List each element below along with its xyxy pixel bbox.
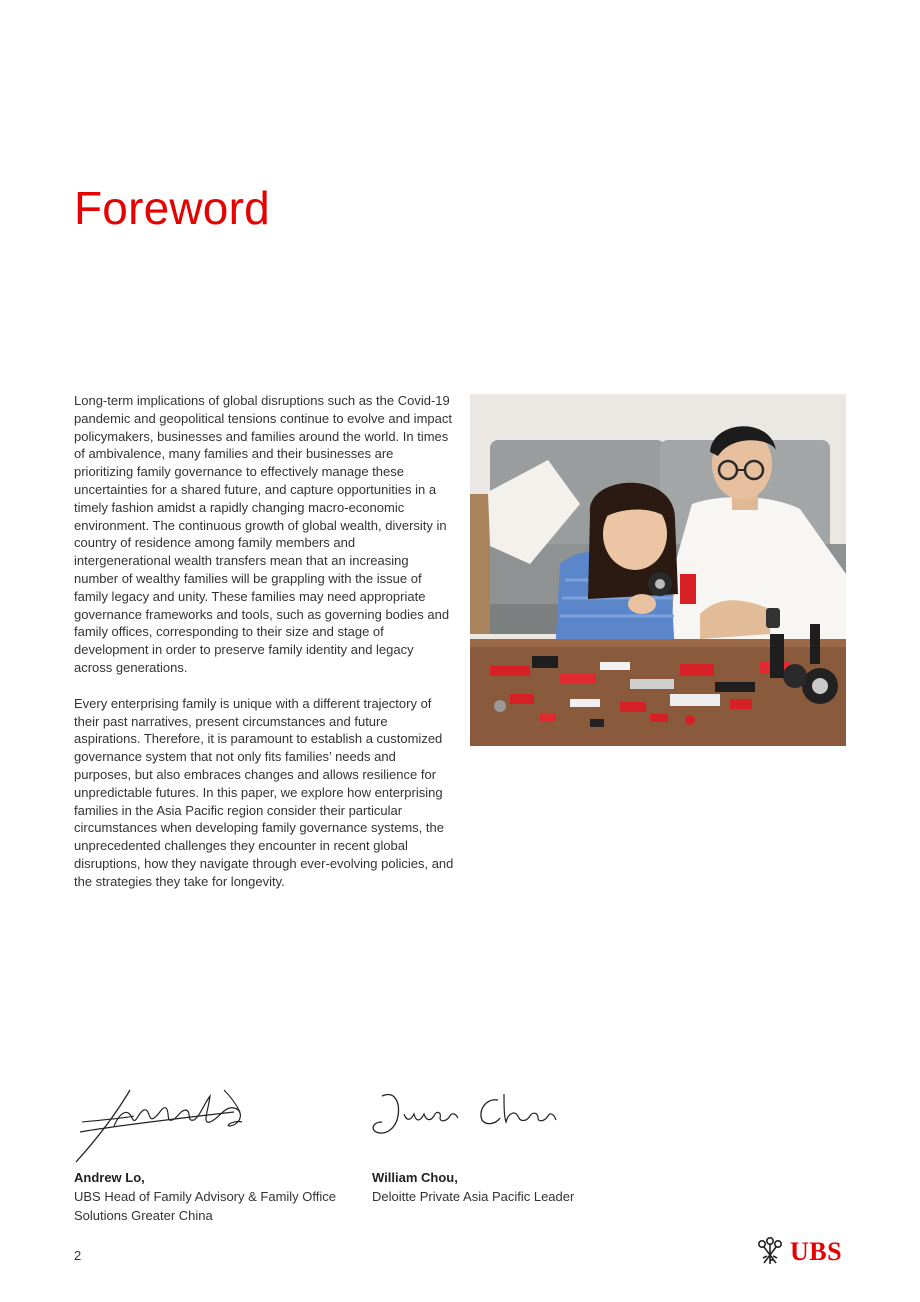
- signatory-name: William Chou,: [372, 1170, 458, 1185]
- signatory-role: UBS Head of Family Advisory & Family Office Solutions Greater China: [74, 1189, 337, 1223]
- family-lego-photo: [470, 394, 846, 746]
- ubs-logo: [754, 1234, 848, 1270]
- signatory-william-chou: [372, 1168, 652, 1206]
- foreword-body: [74, 392, 454, 909]
- paragraph-2: Every enterprising family is unique with a different trajectory of their past narratives, present circumstances and future aspirations. Therefore, it is paramount to establish a customized governance system that not only fits families’ needs and purposes, but also embraces changes and allows resilience for unpredictable futures. In this paper, we explore how enterprising families in the Asia Pacific region consider their particular circumstances when developing family governance systems, the unprecedented challenges they encounter in recent global disruptions, how they navigate through ever-evolving policies, and the strategies they take for longevity.: [74, 695, 454, 889]
- ubs-keys-icon: [754, 1236, 786, 1268]
- page-title: Foreword: [74, 182, 270, 234]
- signatory-role: Deloitte Private Asia Pacific Leader: [372, 1189, 575, 1204]
- andrew-lo-signature: [74, 1082, 274, 1164]
- signatory-name: Andrew Lo,: [74, 1170, 145, 1185]
- paragraph-1: Long-term implications of global disruptions such as the Covid-19 pandemic and geopolitical tensions continue to evolve and impact policymakers, businesses and families around the world. In times of ambivalence, many families and their businesses are prioritizing family governance to effectively manage these uncertainties for a shared future, and capture opportunities in a timely fashion amidst a rapidly changing macro-economic environment. The continuous growth of global wealth, diversity in country of residence among family members and intergenerational wealth transfers mean that an increasing number of wealthy families will be grappling with the issue of family legacy and unity. These families may need appropriate governance frameworks and tools, such as governing bodies and family offices, corresponding to their size and stage of development in order to preserve family identity and legacy across generations.: [74, 393, 452, 675]
- william-chou-signature: [368, 1088, 568, 1140]
- ubs-wordmark: UBS: [790, 1237, 843, 1266]
- signatory-andrew-lo: [74, 1168, 354, 1225]
- page-number: 2: [74, 1248, 82, 1263]
